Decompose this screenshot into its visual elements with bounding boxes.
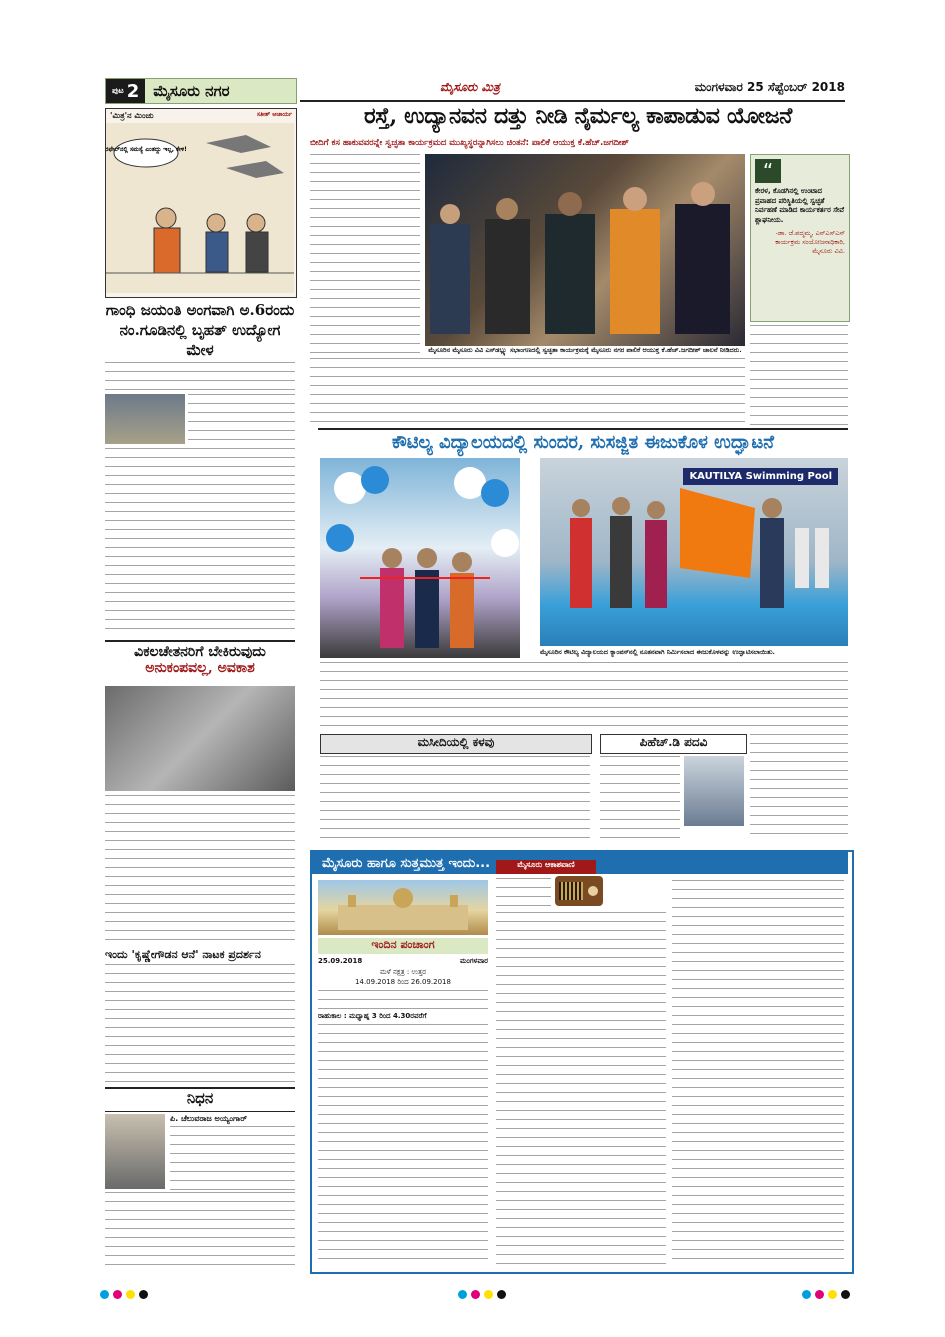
gandhi-headline: ಗಾಂಧಿ ಜಯಂತಿ ಅಂಗವಾಗಿ ಅ.6ರಂದು ನಂ.ಗೂಡಿನಲ್ಲಿ ಬೃಹತ್ ಉದ್ಯೋಗ ಮೇಳ (105, 301, 295, 359)
main-body-bottom (310, 358, 745, 424)
school-photo-pool (540, 458, 848, 646)
school-headline: ಕೌಟಿಲ್ಯ ವಿದ್ಯಾಲಯದಲ್ಲಿ ಸುಂದರ, ಸುಸಜ್ಜಿತ ಈಜುಕೊಳ ಉದ್ಘಾಟನೆ (318, 428, 848, 453)
cartoon-drawing (106, 123, 294, 293)
obituary-photo (105, 1114, 165, 1189)
registration-marks-left (98, 1284, 150, 1303)
pan-weekday: ಮಂಗಳವಾರ (459, 957, 488, 965)
main-body-col1 (310, 154, 420, 354)
main-photo (425, 154, 745, 346)
cartoon-label: 'ಮಿತ್ರ'ನ ಮಿಂಚು (110, 111, 154, 120)
masthead: ಮೈಸೂರು ಮಿತ್ರ (440, 80, 500, 94)
obituary-name: ಪಿ. ಚೆಲುವರಾಜ ಅಯ್ಯಂಗಾರ್ (170, 1114, 248, 1123)
section-header (105, 78, 297, 104)
disabled-body (105, 795, 295, 945)
quote-box (750, 154, 850, 322)
disabled-headline-1: ವಿಕಲಚೇತನರಿಗೆ ಬೇಕಿರುವುದು (105, 640, 295, 660)
gandhi-body-side (188, 394, 295, 444)
pan-date: 25.09.2018 (318, 957, 363, 965)
today-heading: ಮೈಸೂರು ಹಾಗೂ ಸುತ್ತಮುತ್ತ ಇಂದು... (312, 852, 848, 874)
section-name: ಮೈಸೂರು ನಗರ (153, 82, 230, 100)
pan-rahukala: ರಾಹುಕಾಲ : ಮಧ್ಯಾಹ್ನ 3 ರಿಂದ 4.30ರವರೆಗೆ (318, 1012, 427, 1020)
dateline: ಮಂಗಳವಾರ 25 ಸೆಪ್ಟೆಂಬರ್ 2018 (694, 80, 845, 94)
header-rule (300, 100, 845, 102)
gandhi-body-top (105, 362, 295, 392)
quote-mark: “ (755, 159, 781, 183)
theft-body (320, 756, 590, 842)
phd-photo (684, 756, 744, 826)
obituary-body-2 (105, 1192, 295, 1270)
gandhi-body (105, 448, 295, 636)
drama-body (105, 964, 295, 1084)
radio-heading: ಮೈಸೂರು ಆಕಾಶವಾಣಿ (496, 860, 596, 874)
main-body-col5 (750, 325, 848, 425)
today-col3-body (672, 880, 844, 1264)
pan-line1: ಮಳೆ ನಕ್ಷತ್ರ : ಉತ್ತರ (380, 968, 426, 976)
registration-marks-center (456, 1284, 508, 1303)
quote-text: ಕೇರಳ, ಕೊಡಗಿನಲ್ಲಿ ಉಂಟಾದ ಪ್ರವಾಹದ ಪರಿಸ್ಥಿತಿಯಲ್ಲಿ ಸ್ವಚ್ಛತೆ ನಿರ್ವಹಣೆ ಮಾಡಿದ ಕಾರ್ಯಕರ್ತರ ಸೇವೆ ಶ್ಲಾಘನೀಯ. (755, 187, 845, 224)
gandhi-photo (105, 394, 185, 444)
cartoon-speech: ರಫೇಲ್‌ನಲ್ಲಿ ಸಮಸ್ಯೆ ಎಂತದ್ದು ಇಲ್ಲ, ಕೇಳಿ! (106, 146, 187, 153)
page-label: ಪುಟ (112, 86, 124, 95)
today-col2-body (496, 912, 666, 1264)
today-col1-body (318, 1024, 488, 1264)
pool-sign: KAUTILYA Swimming Pool (683, 468, 838, 485)
obituary-body (170, 1126, 295, 1190)
registration-marks-right (800, 1284, 852, 1303)
panchanga-body (318, 990, 488, 1010)
cartoon-artist: ಸತೀಶ್ ಆಚಾರ್ಯ (256, 111, 292, 118)
panchanga-heading: ಇಂದಿನ ಪಂಚಾಂಗ (318, 938, 488, 954)
pan-line2: 14.09.2018 ರಿಂದ 26.09.2018 (355, 978, 451, 986)
school-body (320, 662, 848, 730)
phd-body (600, 756, 680, 842)
panchanga-dateline (318, 957, 488, 966)
radio-body-top (496, 878, 551, 908)
disabled-headline-2: ಅನುಕಂಪವಲ್ಲ, ಅವಕಾಶ (105, 660, 295, 682)
drama-headline: ಇಂದು 'ಕೃಷ್ಣೇಗೌಡನ ಆನೆ' ನಾಟಕ ಪ್ರದರ್ಶನ (105, 948, 261, 961)
school-caption: ಮೈಸೂರಿನ ಕೌಟಿಲ್ಯ ವಿದ್ಯಾಲಯದ ಕ್ಯಾಂಪಸ್‌ನಲ್ಲಿ ನೂತನವಾಗಿ ನಿರ್ಮಿಸಲಾದ ಈಜುಕೊಳವನ್ನು ಉದ್ಘಾಟಿಸಲಾಯಿತು. (540, 648, 776, 656)
school-body-right (750, 734, 848, 842)
theft-headline: ಮಸೀದಿಯಲ್ಲಿ ಕಳವು (320, 734, 592, 754)
phd-headline: ಪಿಹೆಚ್.ಡಿ ಪದವಿ (600, 734, 747, 754)
main-headline: ರಸ್ತೆ, ಉದ್ಯಾನವನ ದತ್ತು ನೀಡಿ ನೈರ್ಮಲ್ಯ ಕಾಪಾಡುವ ಯೋಜನೆ (363, 103, 793, 129)
obituary-heading: ನಿಧನ (105, 1087, 295, 1112)
cartoon-box (105, 108, 297, 298)
radio-icon (555, 876, 603, 906)
main-subhead: ಬೀದಿಗೆ ಕಸ ಹಾಕುವವರನ್ನೇ ಸ್ವಚ್ಛತಾ ಕಾರ್ಯಕ್ರಮದ ಮುಖ್ಯಸ್ಥರನ್ನಾಗಿಸಲು ಚಿಂತನೆ: ಪಾಲಿಕೆ ಆಯುಕ್ತ ಕೆ.ಹೆಚ್.ಜಗದೀಶ್ (310, 138, 629, 148)
quote-author: -ಡಾ. ಜೆ.ಪದ್ಮಮ್ಮ, ಎನ್‌ಎಸ್‌ಎಸ್ ಕಾರ್ಯಕ್ರಮ ಸಂಯೋಜನಾಧಿಕಾರಿ, ಮೈಸೂರು ವಿವಿ. (775, 229, 845, 255)
disabled-photo (105, 686, 295, 791)
page-number: 2 (126, 80, 140, 102)
school-photo-ribbon (320, 458, 520, 658)
main-photo-caption: ಮೈಸೂರಿನ ಮೈಸೂರು ವಿವಿ ಎಸ್‌ಡಬ್ಲ್ಯು ಸಭಾಂಗಣದಲ್ಲಿ ಸ್ವಚ್ಛತಾ ಕಾರ್ಯಕ್ರಮಕ್ಕೆ ಮೈಸೂರು ನಗರ ಪಾಲಿಕೆ ಆಯುಕ್ತ ಕೆ.ಹೆಚ್.ಜಗದೀಶ್ ಚಾಲನೆ ನೀಡಿದರು. (428, 346, 742, 354)
page-number-box (106, 79, 145, 103)
palace-photo (318, 880, 488, 935)
